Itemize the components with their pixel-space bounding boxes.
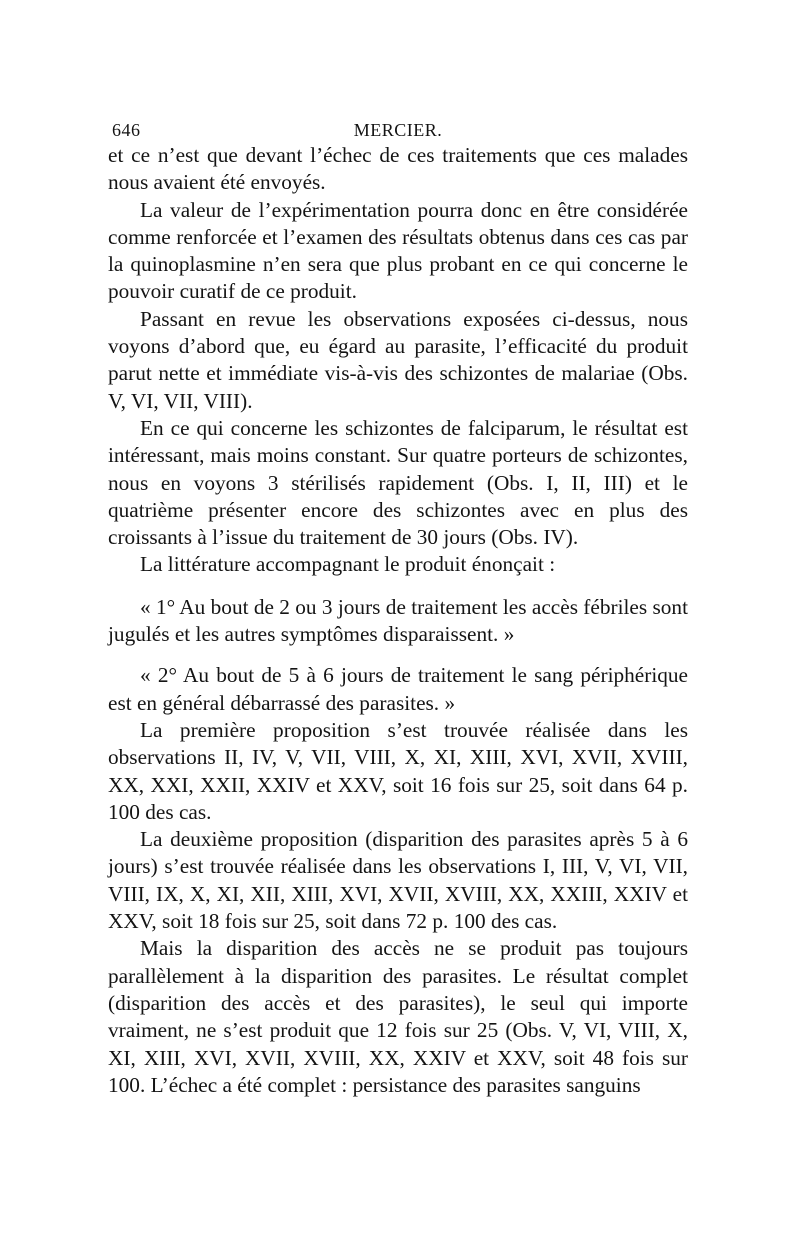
running-title: MERCIER. [353,120,443,140]
paragraph-continuation: et ce n’est que devant l’échec de ces traitements que ces malades nous avaient été envoyés. [108,143,688,195]
paragraph-falciparum-schizonts: En ce qui concerne les schizontes de falciparum, le résultat est intéressant, mais moins constant. Sur quatre porteurs de schizontes, nous en voyons 3 stérilisés rapidement (Obs. I, II, III) et le quatrième présenter encore des schizontes avec en plus des croissants à l’issue du traitement de 30 jours (Obs. IV). [108,415,688,550]
quote-first-claim: « 1° Au bout de 2 ou 3 jours de traitement les accès fébriles sont jugulés et les autres symptômes disparaissent. » [108,594,688,647]
page-number: 646 [112,120,141,140]
paragraph-second-proposition: La deuxième proposition (disparition des parasites après 5 à 6 jours) s’est trouvée réalisée dans les observations I, III, V, VI, VII, VIII, IX, X, XI, XII, XIII, XVI, XVII, XVIII, XX, XXIII, XXIV et XXV, soit 18 fois sur 25, soit dans 72 p. 100 des cas. [108,827,688,934]
paragraph-malariae-schizonts: Passant en revue les observations exposées ci-dessus, nous voyons d’abord que, eu égard au parasite, l’efficacité du produit parut nette et immédiate vis-à-vis des schizontes de malariae (Obs. V, VI, VII, VIII). [108,306,688,413]
paragraph-experiment-value: La valeur de l’expérimentation pourra donc en être considérée comme renforcée et l’examen des résultats obtenus dans ces cas par la quinoplasmine n’en sera que plus probant en ce qui concerne le pouvoir curatif de ce produit. [108,197,688,304]
quote-second-claim: « 2° Au bout de 5 à 6 jours de traitement le sang périphérique est en général débarrassé des parasites. » [108,663,688,715]
paragraph-complete-result: Mais la disparition des accès ne se produit pas toujours parallèlement à la disparition des parasites. Le résultat complet (disparition des accès et des parasites), le seul qui importe vraiment, ne s’est produit que 12 fois sur 25 (Obs. V, VI, VIII, X, XI, XIII, XVI, XVII, XVIII, XX, XXIV et XXV, soit 48 fois sur 100. L’échec a été complet : persistance des parasites sanguins [108,936,688,1097]
paragraph-product-literature: La littérature accompagnant le produit énonçait : [140,552,556,577]
running-header [108,112,688,142]
paragraph-first-proposition: La première proposition s’est trouvée réalisée dans les observations II, IV, V, VII, VIII, X, XI, XIII, XVI, XVII, XVIII, XX, XXI, XXII, XXIV et XXV, soit 16 fois sur 25, soit dans 64 p. 100 des cas. [108,717,688,824]
document-page [108,112,688,1099]
